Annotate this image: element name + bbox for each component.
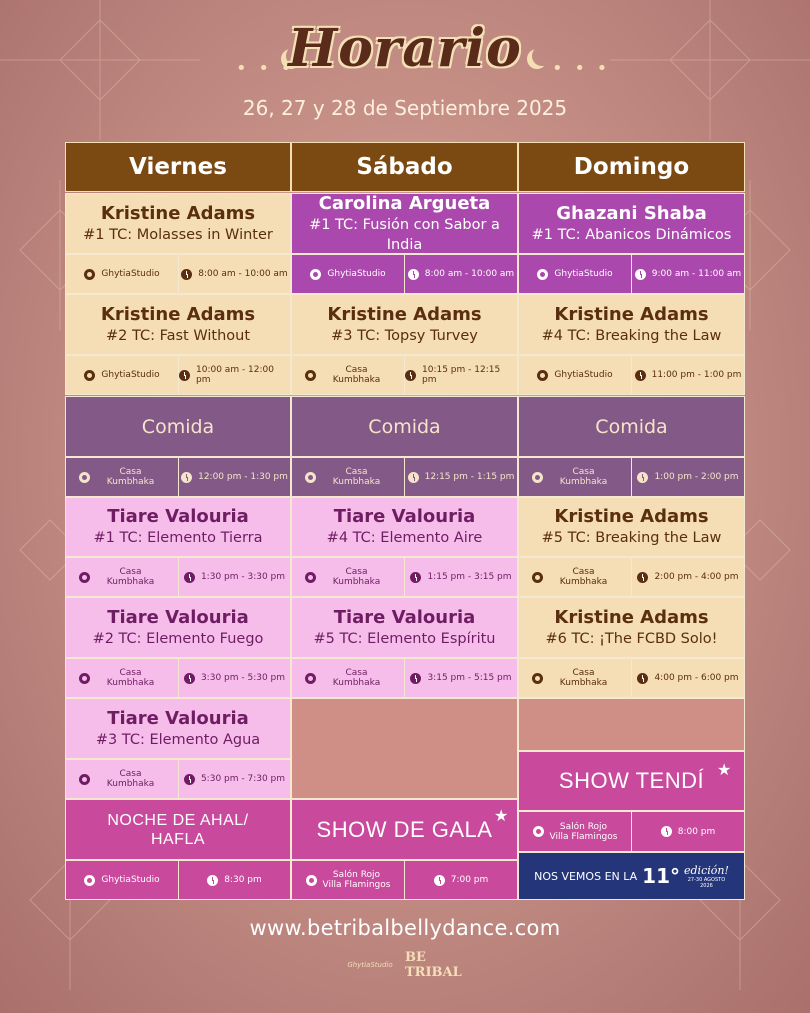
- banner-number: 11°: [642, 864, 680, 888]
- time-label: 12:00 pm - 1:30 pm: [198, 472, 288, 482]
- clock-icon: [181, 472, 192, 483]
- venue-cell: [292, 458, 405, 496]
- clock-icon: [635, 269, 646, 280]
- venue-label: [550, 822, 618, 842]
- venue-cell: [66, 356, 179, 394]
- page-title: Horario: [288, 18, 522, 79]
- venue-line: Salón Rojo: [332, 870, 381, 880]
- class-title: #1 TC: Elemento Tierra: [93, 530, 263, 546]
- crescent-moon-icon: [532, 46, 552, 66]
- instructor-name: Tiare Valouria: [107, 707, 249, 729]
- venue-label: GhytiaStudio: [554, 370, 613, 380]
- class-title: #4 TC: Breaking the Law: [541, 327, 722, 344]
- show-hafla-title: [107, 811, 248, 849]
- instructor-name: Carolina Argueta: [318, 192, 491, 214]
- time-label: 3:15 pm - 5:15 pm: [427, 673, 512, 683]
- instructor-name: Tiare Valouria: [107, 606, 249, 628]
- clock-icon: [179, 370, 190, 381]
- venue-cell: [292, 558, 405, 596]
- class-info: [65, 557, 291, 597]
- venue-cell: [519, 558, 632, 596]
- location-pin-icon: [79, 673, 90, 684]
- clock-icon: [184, 774, 195, 785]
- class-title: #2 TC: Fast Without: [105, 327, 251, 344]
- lunch-label: Comida: [595, 415, 668, 438]
- venue-cell: [292, 356, 405, 394]
- edition-word: edición!: [684, 863, 729, 877]
- venue-line: Villa Flamingos: [322, 880, 391, 890]
- location-pin-icon: [532, 472, 543, 483]
- time-cell: [405, 558, 517, 596]
- time-cell: [179, 760, 290, 798]
- location-pin-icon: [537, 269, 548, 280]
- time-cell: [632, 558, 744, 596]
- location-pin-icon: [79, 774, 90, 785]
- lunch-label: Comida: [368, 415, 441, 438]
- location-pin-icon: [79, 472, 90, 483]
- ghytia-studio-logo: [340, 952, 400, 978]
- clock-icon: [434, 875, 445, 886]
- class-title: #5 TC: Breaking the Law: [541, 530, 722, 546]
- class-info: [291, 355, 518, 395]
- event-dates: 26, 27 y 28 de Septiembre 2025: [242, 96, 568, 120]
- class-info: [518, 557, 745, 597]
- venue-label: Casa Kumbhaka: [559, 668, 608, 688]
- class-title: #2 TC: Elemento Fuego: [92, 630, 264, 647]
- instructor-name: Kristine Adams: [327, 303, 482, 325]
- time-cell: [179, 356, 290, 394]
- next-edition-banner: [518, 852, 745, 900]
- header-dots-right: • • •: [552, 58, 611, 79]
- time-label: 8:00 am - 10:00 am: [198, 269, 288, 279]
- class-title: #6 TC: ¡The FCBD Solo!: [545, 630, 718, 647]
- location-pin-icon: [310, 269, 321, 280]
- time-cell: [405, 659, 517, 697]
- class-title: #3 TC: Topsy Turvey: [331, 327, 478, 344]
- venue-label: Casa Kumbhaka: [332, 467, 381, 487]
- location-pin-icon: [532, 572, 543, 583]
- time-label: 5:30 pm - 7:30 pm: [200, 774, 286, 784]
- location-pin-icon: [533, 826, 544, 837]
- location-pin-icon: [532, 673, 543, 684]
- time-cell: [405, 861, 517, 899]
- instructor-name: Ghazani Shaba: [556, 202, 707, 224]
- class-block: [518, 294, 745, 355]
- location-pin-icon: [305, 673, 316, 684]
- show-tendi-title: SHOW TENDÍ: [558, 768, 705, 793]
- lunch-info: [291, 457, 518, 497]
- venue-line: Villa Flamingos: [549, 831, 618, 842]
- time-cell: [405, 356, 517, 394]
- venue-label: Casa Kumbhaka: [559, 467, 608, 487]
- class-info: [518, 254, 745, 294]
- time-cell: [179, 558, 290, 596]
- location-pin-icon: [306, 875, 317, 886]
- location-pin-icon: [84, 875, 95, 886]
- venue-label: GhytiaStudio: [327, 269, 386, 279]
- clock-icon: [635, 370, 646, 381]
- class-block: [518, 497, 745, 557]
- lunch-block: [291, 396, 518, 457]
- venue-label: Casa Kumbhaka: [559, 567, 608, 587]
- venue-label: Casa Kumbhaka: [332, 567, 381, 587]
- time-label: 10:15 pm - 12:15 pm: [422, 365, 501, 385]
- class-info: [518, 658, 745, 698]
- clock-icon: [408, 472, 419, 483]
- time-label: 8:30 pm: [224, 875, 262, 885]
- venue-cell: [66, 458, 179, 496]
- location-pin-icon: [305, 472, 316, 483]
- venue-cell: [519, 255, 632, 293]
- day-header-sabado: Sábado: [291, 142, 518, 192]
- star-icon: ★: [717, 760, 732, 779]
- lunch-info: [518, 457, 745, 497]
- class-info: [291, 658, 518, 698]
- title-line: NOCHE DE AHAL/: [107, 811, 249, 829]
- time-cell: [632, 458, 744, 496]
- clock-icon: [637, 673, 648, 684]
- clock-icon: [405, 370, 416, 381]
- day-header-domingo: Domingo: [518, 142, 745, 192]
- venue-label: Casa Kumbhaka: [332, 365, 381, 385]
- venue-label: Casa Kumbhaka: [106, 668, 155, 688]
- time-label: 1:30 pm - 3:30 pm: [200, 572, 286, 582]
- location-pin-icon: [79, 572, 90, 583]
- class-info: [65, 355, 291, 395]
- class-info: [291, 254, 518, 294]
- venue-label: GhytiaStudio: [101, 370, 160, 380]
- time-cell: [632, 659, 744, 697]
- time-label: 4:00 pm - 6:00 pm: [654, 673, 739, 683]
- clock-icon: [410, 572, 421, 583]
- location-pin-icon: [537, 370, 548, 381]
- time-label: 9:00 am - 11:00 am: [651, 269, 742, 279]
- venue-cell: [66, 558, 179, 596]
- time-label: 8:00 pm: [677, 826, 716, 837]
- class-block: [291, 497, 518, 557]
- instructor-name: Kristine Adams: [554, 303, 709, 325]
- time-label: 11:00 pm - 1:00 pm: [651, 370, 742, 380]
- instructor-name: Kristine Adams: [554, 606, 709, 628]
- location-pin-icon: [305, 370, 316, 381]
- class-block: [65, 294, 291, 355]
- lunch-info: [65, 457, 291, 497]
- time-cell: [632, 255, 744, 293]
- class-info: [291, 557, 518, 597]
- lunch-block: [518, 396, 745, 457]
- show-tendi-info: [518, 811, 745, 852]
- instructor-name: Kristine Adams: [100, 202, 256, 224]
- empty-slot: [291, 698, 518, 799]
- clock-icon: [181, 269, 192, 280]
- venue-cell: [519, 659, 632, 697]
- class-title: #3 TC: Elemento Agua: [95, 731, 261, 748]
- venue-cell: [292, 861, 405, 899]
- be-tribal-logo: [405, 952, 475, 978]
- class-block: [291, 193, 518, 254]
- class-info: [65, 658, 291, 698]
- venue-cell: [66, 659, 179, 697]
- venue-cell: [292, 659, 405, 697]
- day-header-viernes: Viernes: [65, 142, 291, 192]
- time-label: 10:00 am - 12:00 pm: [196, 365, 274, 385]
- time-label: 2:00 pm - 4:00 pm: [654, 572, 739, 582]
- venue-label: GhytiaStudio: [554, 269, 613, 279]
- instructor-name: Kristine Adams: [100, 303, 256, 325]
- class-block: [65, 597, 291, 658]
- class-title: #1 TC: Fusión con Sabor a India: [309, 216, 500, 253]
- show-hafla-info: [65, 860, 291, 900]
- instructor-name: Tiare Valouria: [333, 506, 476, 527]
- show-gala-block: [291, 799, 518, 860]
- clock-icon: [410, 673, 421, 684]
- banner-edition: [684, 864, 729, 889]
- time-cell: [405, 458, 517, 496]
- clock-icon: [661, 826, 672, 837]
- venue-cell: [66, 861, 179, 899]
- venue-cell: [519, 458, 632, 496]
- location-pin-icon: [84, 370, 95, 381]
- class-info: [65, 759, 291, 799]
- instructor-name: Kristine Adams: [554, 506, 709, 527]
- venue-cell: [66, 255, 179, 293]
- time-cell: [405, 255, 517, 293]
- clock-icon: [184, 572, 195, 583]
- class-block: [291, 294, 518, 355]
- time-cell: [179, 659, 290, 697]
- time-label: 1:00 pm - 2:00 pm: [654, 472, 739, 482]
- time-cell: [632, 812, 744, 851]
- edition-year: 2026: [700, 882, 713, 889]
- clock-icon: [184, 673, 195, 684]
- class-info: [518, 355, 745, 395]
- show-gala-title: SHOW DE GALA: [316, 816, 493, 842]
- star-icon: ★: [494, 806, 509, 825]
- time-label: 8:00 am - 10:00 am: [424, 269, 515, 279]
- time-label: 7:00 pm: [450, 875, 489, 885]
- class-title: #4 TC: Elemento Aire: [326, 530, 483, 546]
- lunch-block: [65, 396, 291, 457]
- venue-cell: [519, 812, 632, 851]
- time-label: 3:30 pm - 5:30 pm: [200, 673, 286, 683]
- class-title: #1 TC: Abanicos Dinámicos: [531, 226, 732, 243]
- venue-label: Casa Kumbhaka: [332, 668, 381, 688]
- class-block: [65, 497, 291, 557]
- time-label: 1:15 pm - 3:15 pm: [427, 572, 512, 582]
- show-hafla-block: [65, 799, 291, 860]
- venue-label: [323, 870, 391, 890]
- show-tendi-block: [518, 751, 745, 811]
- logo-text: BE TRIBAL: [405, 950, 462, 980]
- clock-icon: [637, 472, 648, 483]
- class-block: [65, 698, 291, 759]
- venue-label: Casa Kumbhaka: [106, 567, 155, 587]
- location-pin-icon: [305, 572, 316, 583]
- time-cell: [179, 255, 290, 293]
- lunch-label: Comida: [141, 415, 215, 438]
- edition-dates: 27-30 AGOSTO: [687, 876, 726, 883]
- title-line: HAFLA: [150, 830, 206, 848]
- time-cell: [179, 861, 290, 899]
- time-cell: [632, 356, 744, 394]
- venue-label: GhytiaStudio: [101, 269, 160, 279]
- venue-label: GhytiaStudio: [101, 875, 160, 885]
- venue-cell: [292, 255, 405, 293]
- class-block: [65, 193, 291, 254]
- instructor-name: Tiare Valouria: [107, 506, 249, 527]
- banner-text: NOS VEMOS EN LA: [534, 869, 638, 883]
- clock-icon: [207, 875, 218, 886]
- website-link[interactable]: www.betribalbellydance.com: [249, 916, 561, 940]
- class-info: [65, 254, 291, 294]
- instructor-name: Tiare Valouria: [333, 606, 476, 628]
- clock-icon: [637, 572, 648, 583]
- header-dots-left: • • •: [236, 58, 295, 79]
- class-title: #5 TC: Elemento Espíritu: [313, 630, 496, 647]
- location-pin-icon: [84, 269, 95, 280]
- empty-slot: [518, 698, 745, 751]
- class-title: #1 TC: Molasses in Winter: [83, 226, 273, 243]
- class-block: [291, 597, 518, 658]
- time-label: 12:15 pm - 1:15 pm: [424, 472, 515, 482]
- venue-label: Casa Kumbhaka: [106, 769, 155, 789]
- time-cell: [179, 458, 290, 496]
- venue-cell: [66, 760, 179, 798]
- logo-text: GhytiaStudio: [347, 961, 393, 969]
- venue-line: Salón Rojo: [559, 821, 608, 832]
- venue-label: Casa Kumbhaka: [106, 467, 155, 487]
- clock-icon: [408, 269, 419, 280]
- show-gala-info: [291, 860, 518, 900]
- venue-cell: [519, 356, 632, 394]
- class-block: [518, 597, 745, 658]
- class-block: [518, 193, 745, 254]
